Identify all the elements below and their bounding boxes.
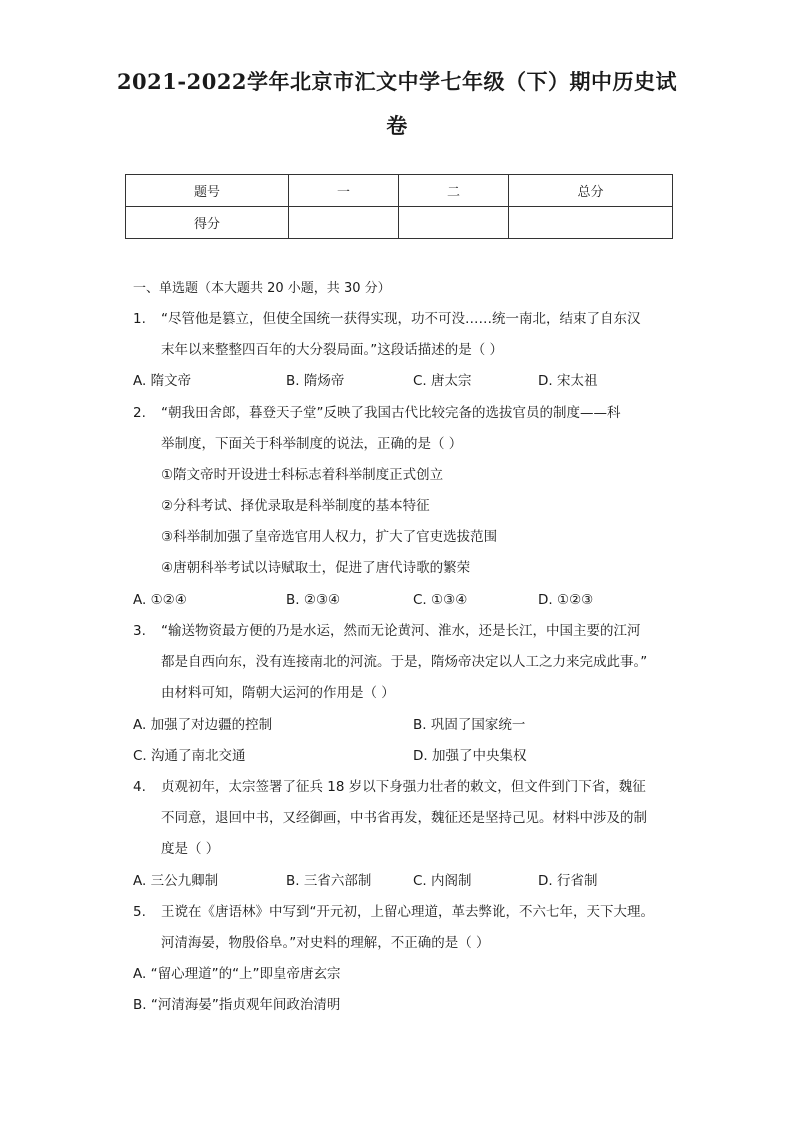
- question-4-option-c: C. 内阁制: [413, 873, 472, 889]
- question-1-option-b: B. 隋炀帝: [286, 373, 345, 389]
- question-3-option-c: C. 沟通了南北交通: [133, 748, 246, 764]
- section-title: 一、单选题（本大题共 20 小题，共 30 分）: [133, 281, 391, 296]
- score-cell-total: [509, 207, 673, 239]
- score-header-part-1: 一: [289, 175, 399, 207]
- question-2-option-a: A. ①②④: [133, 592, 187, 608]
- question-1-option-c: C. 唐太宗: [413, 373, 472, 389]
- question-3-line-2: 都是自西向东，没有连接南北的河流。于是，隋炀帝决定以人工之力来完成此事。”: [161, 654, 648, 670]
- score-row-label: 得分: [126, 207, 289, 239]
- score-table-header-row: [126, 175, 673, 207]
- score-cell-part-1: [289, 207, 399, 239]
- score-header-question-number: 题号: [126, 175, 289, 207]
- question-4-line-1: 贞观初年，太宗签署了征兵 18 岁以下身强力壮者的敕文，但文件到门下省，魏征: [161, 779, 646, 795]
- question-3-option-b: B. 巩固了国家统一: [413, 717, 526, 733]
- question-5-line-2: 河清海晏，物殷俗阜。”对史料的理解，不正确的是（ ）: [161, 935, 490, 951]
- question-1-option-a: A. 隋文帝: [133, 373, 192, 389]
- question-1-number: 1.: [133, 311, 146, 327]
- question-2-option-c: C. ①③④: [413, 592, 468, 608]
- question-3-line-1: “输送物资最方便的乃是水运，然而无论黄河、淮水，还是长江，中国主要的江河: [161, 623, 641, 639]
- question-5-line-1: 王谠在《唐语林》中写到“开元初，上留心理道，革去弊讹，不六七年，天下大理。: [161, 904, 654, 920]
- exam-title-line-1: 2021-2022学年北京市汇文中学七年级（下）期中历史试: [116, 69, 678, 94]
- score-table-score-row: [126, 207, 673, 239]
- question-3-option-d: D. 加强了中央集权: [413, 748, 527, 764]
- question-2-statement-2: ②分科考试、择优录取是科举制度的基本特征: [161, 498, 430, 514]
- question-3-option-a: A. 加强了对边疆的控制: [133, 717, 273, 733]
- question-2-statement-4: ④唐朝科举考试以诗赋取士，促进了唐代诗歌的繁荣: [161, 560, 471, 576]
- question-2-line-1: “朝我田舍郎，暮登天子堂”反映了我国古代比较完备的选拔官员的制度——科: [161, 405, 621, 421]
- score-header-part-2: 二: [399, 175, 509, 207]
- score-cell-part-2: [399, 207, 509, 239]
- question-1-line-1: “尽管他是篡立，但使全国统一获得实现，功不可没……统一南北，结束了自东汉: [161, 311, 641, 327]
- question-4-number: 4.: [133, 779, 146, 795]
- question-4-line-2: 不同意，退回中书，又经御画，中书省再发，魏征还是坚持己见。材料中涉及的制: [161, 810, 647, 826]
- question-1-option-d: D. 宋太祖: [538, 373, 598, 389]
- question-3-number: 3.: [133, 623, 146, 639]
- score-table: [125, 174, 673, 239]
- score-header-total: 总分: [509, 175, 673, 207]
- question-2-statement-1: ①隋文帝时开设进士科标志着科举制度正式创立: [161, 467, 444, 483]
- question-5-option-a: A. “留心理道”的“上”即皇帝唐玄宗: [133, 966, 341, 982]
- question-2-line-2: 举制度，下面关于科举制度的说法，正确的是（ ）: [161, 436, 463, 452]
- question-4-option-b: B. 三省六部制: [286, 873, 372, 889]
- question-2-option-d: D. ①②③: [538, 592, 594, 608]
- question-5-option-b: B. “河清海晏”指贞观年间政治清明: [133, 997, 341, 1013]
- question-5-number: 5.: [133, 904, 146, 920]
- question-2-option-b: B. ②③④: [286, 592, 341, 608]
- exam-title-line-2: 卷: [386, 113, 408, 138]
- question-3-line-3: 由材料可知，隋朝大运河的作用是（ ）: [161, 685, 395, 701]
- question-4-line-3: 度是（ ）: [161, 841, 220, 857]
- question-1-line-2: 末年以来整整四百年的大分裂局面。”这段话描述的是（ ）: [161, 342, 504, 358]
- question-2-number: 2.: [133, 405, 146, 421]
- question-2-statement-3: ③科举制加强了皇帝选官用人权力，扩大了官吏选拔范围: [161, 529, 498, 545]
- question-4-option-a: A. 三公九卿制: [133, 873, 219, 889]
- question-4-option-d: D. 行省制: [538, 873, 598, 889]
